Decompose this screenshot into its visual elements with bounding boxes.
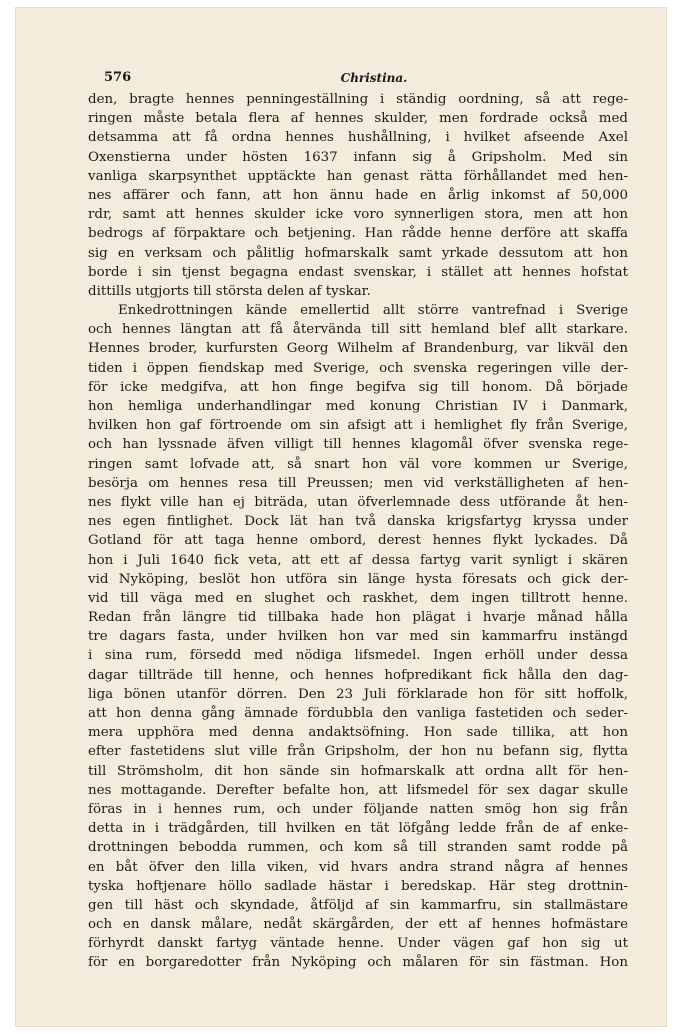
- running-title: Christina.: [340, 71, 408, 85]
- text-line: mera upphöra med denna andaktsöfning. Hon sade tillika, att hon: [88, 725, 628, 741]
- text-line: och hennes längtan att få återvända till sitt hemland blef allt starkare.: [88, 322, 628, 338]
- text-line: för icke medgifva, att hon finge begifva sig till honom. Då började: [88, 379, 628, 395]
- text-line: vid till väga med en slughet och raskhet, dem ingen tilltrott henne.: [88, 590, 628, 606]
- text-line: nes flykt ville han ej biträda, utan öfverlemnade dess utförande åt hen-: [88, 494, 628, 510]
- text-line: nes mottagande. Derefter befalte hon, att lifsmedel för sex dagar skulle: [88, 782, 628, 798]
- text-line: drottningen bebodda rummen, och kom så till stranden samt rodde på: [88, 840, 628, 856]
- text-line: liga bönen utanför dörren. Den 23 Juli förklarade hon för sitt hoffolk,: [88, 686, 628, 702]
- text-line: en båt öfver den lilla viken, vid hvars andra strand några af hennes: [88, 859, 628, 875]
- text-line: borde i sin tjenst begagna endast svenskar, i stället att hennes hofstat: [88, 264, 628, 280]
- text-line: dagar tillträde till henne, och hennes hofpredikant fick hålla den dag-: [88, 667, 628, 683]
- text-line: gen till häst och skyndade, åtföljd af sin kammarfru, sin stallmästare: [88, 897, 628, 913]
- text-line: rdr, samt att hennes skulder icke voro synnerligen stora, men att hon: [88, 207, 628, 223]
- text-line: hon hemliga underhandlingar med konung Christian IV i Danmark,: [88, 399, 628, 414]
- text-line: Oxenstierna under hösten 1637 infann sig å Gripsholm. Med sin: [88, 149, 628, 165]
- page-number: 576: [104, 70, 132, 85]
- text-line: efter fastetidens slut ville från Gripsholm, der hon nu befann sig, flytta: [88, 744, 628, 760]
- text-line: vid Nyköping, beslöt hon utföra sin länge hysta föresats och gick der-: [88, 571, 628, 587]
- text-line: föras in i hennes rum, och under följande natten smög hon sig från: [88, 801, 628, 817]
- text-line: tyska hoftjenare höllo sadlade hästar i beredskap. Här steg drottnin-: [88, 878, 628, 894]
- text-line: till Strömsholm, dit hon sände sin hofmarskalk att ordna allt för hen-: [88, 763, 628, 779]
- text-line: tiden i öppen fiendskap med Sverige, och svenska regeringen ville der-: [88, 360, 628, 376]
- text-line: och en dansk målare, nedåt skärgården, der ett af hennes hofmästare: [88, 917, 628, 933]
- text-line: vanliga skarpsynthet upptäckte han genast rätta förhållandet med hen-: [88, 168, 628, 184]
- text-line: för en borgaredotter från Nyköping och målaren för sin fästman. Hon: [88, 955, 628, 971]
- text-line: dittills utgjorts till största delen af tyskar.: [88, 283, 371, 299]
- text-line: Hennes broder, kurfursten Georg Wilhelm af Brandenburg, var likväl den: [88, 341, 628, 357]
- text-line: nes affärer och fann, att hon ännu hade en årlig inkomst af 50,000: [88, 187, 628, 203]
- text-line: Enkedrottningen kände emellertid allt större vantrefnad i Sverige: [118, 303, 628, 319]
- text-line: Redan från längre tid tillbaka hade hon plägat i hvarje månad hålla: [88, 610, 628, 626]
- text-line: förhyrdt danskt fartyg väntade henne. Under vägen gaf hon sig ut: [88, 936, 628, 952]
- body-text: [88, 90, 628, 973]
- page-header: [104, 68, 644, 92]
- text-line: och han lyssnade äfven villigt till hennes klagomål öfver svenska rege-: [88, 437, 628, 453]
- text-line: hvilken hon gaf förtroende om sin afsigt att i hemlighet fly från Sverige,: [88, 418, 628, 434]
- text-line: ringen måste betala flera af hennes skulder, men fordrade också med: [88, 111, 628, 127]
- text-line: att hon denna gång ämnade fördubbla den vanliga fastetiden och seder-: [88, 706, 628, 721]
- text-line: besörja om hennes resa till Preussen; men vid verkställigheten af hen-: [88, 475, 628, 491]
- text-line: den, bragte hennes penningeställning i ständig oordning, så att rege-: [88, 92, 628, 107]
- text-line: bedrogs af förpaktare och betjening. Han rådde henne derföre att skaffa: [88, 226, 628, 242]
- text-line: detsamma att få ordna hennes hushållning, i hvilket afseende Axel: [88, 130, 628, 146]
- text-line: sig en verksam och pålitlig hofmarskalk samt yrkade dessutom att hon: [88, 245, 628, 261]
- text-line: nes egen fintlighet. Dock lät han två danska krigsfartyg kryssa under: [88, 514, 628, 530]
- text-line: hon i Juli 1640 fick veta, att ett af dessa fartyg varit synligt i skären: [88, 552, 628, 568]
- text-line: ringen samt lofvade att, så snart hon väl vore kommen ur Sverige,: [88, 456, 628, 472]
- text-line: detta in i trädgården, till hvilken en tät löfgång ledde från de af enke-: [88, 821, 628, 837]
- text-line: i sina rum, försedd med nödiga lifsmedel. Ingen erhöll under dessa: [88, 648, 628, 664]
- text-line: tre dagars fasta, under hvilken hon var med sin kammarfru instängd: [88, 629, 628, 645]
- text-line: Gotland för att taga henne ombord, derest hennes flykt lyckades. Då: [88, 533, 628, 549]
